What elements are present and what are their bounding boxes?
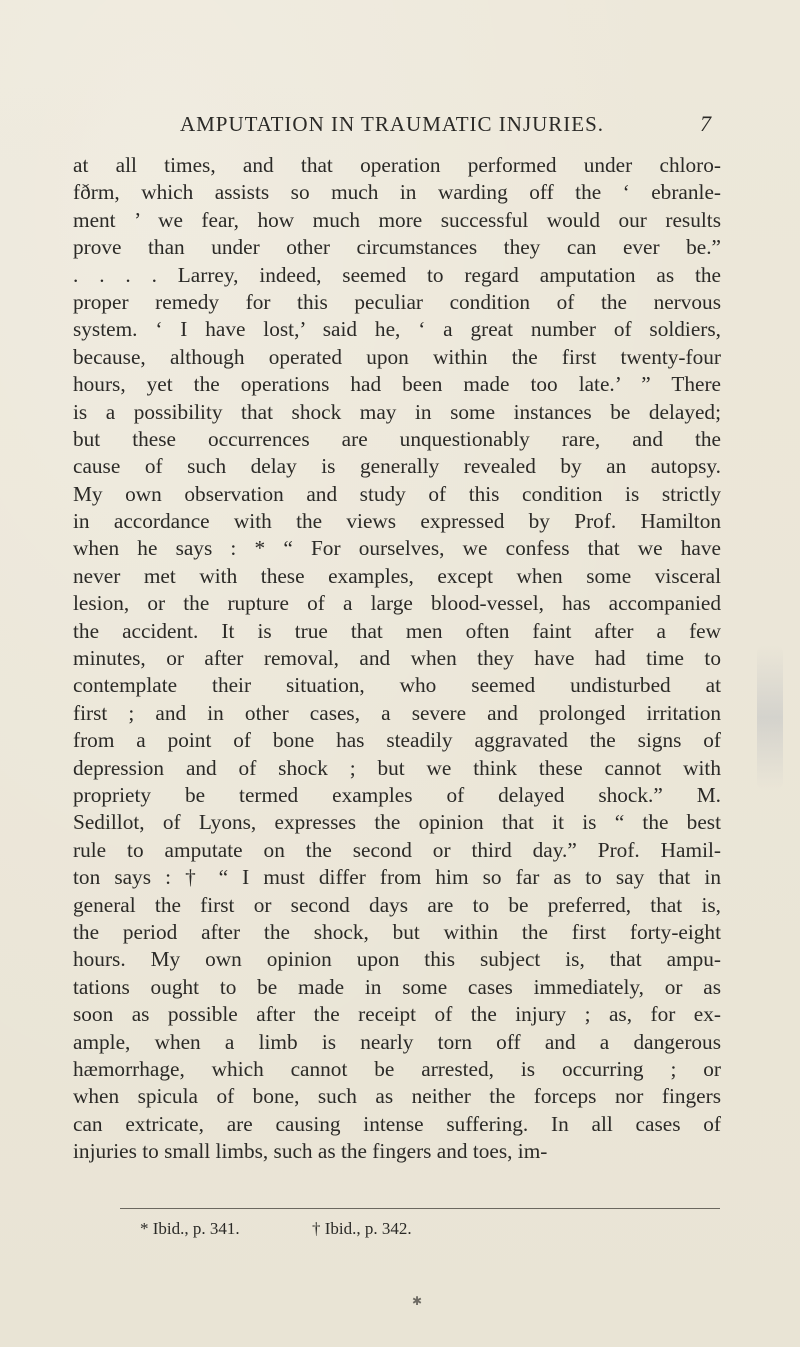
text-line: ton says : † “ I must differ from him so far as to say that in <box>73 865 721 890</box>
running-head <box>0 112 800 142</box>
text-line: at all times, and that operation performed under chloro- <box>73 153 721 177</box>
text-line: never met with these examples, except when some visceral <box>73 563 721 588</box>
text-line: in accordance with the views expressed by Prof. Hamilton <box>73 509 721 534</box>
text-line: proper remedy for this peculiar condition of the nervous <box>73 289 721 314</box>
text-line: cause of such delay is generally revealed by an autopsy. <box>73 454 721 479</box>
text-line: tations ought to be made in some cases immediately, or as <box>73 974 721 999</box>
margin-stain <box>757 645 783 790</box>
running-title: AMPUTATION IN TRAUMATIC INJURIES. <box>179 112 605 136</box>
text-line: hours, yet the operations had been made too late.’ ” There <box>73 372 721 397</box>
text-line: Sedillot, of Lyons, expresses the opinion that it is “ the best <box>73 810 721 835</box>
text-line: from a point of bone has steadily aggravated the signs of <box>73 728 721 753</box>
text-line: the accident. It is true that men often faint after a few <box>73 618 721 643</box>
text-line: hours. My own opinion upon this subject is, that ampu- <box>73 947 721 972</box>
text-line: general the first or second days are to be preferred, that is, <box>73 892 721 917</box>
text-line: rule to amputate on the second or third day.” Prof. Hamil- <box>73 837 721 862</box>
text-line: fðrm, which assists so much in warding off the ‘ ebranle- <box>73 180 721 205</box>
text-line: My own observation and study of this condition is strictly <box>73 481 721 506</box>
text-line: depression and of shock ; but we think these cannot with <box>73 755 721 780</box>
text-line: ment ’ we fear, how much more successful would our results <box>73 207 721 232</box>
text-line: hæmorrhage, which cannot be arrested, is occurring ; or <box>73 1056 721 1081</box>
text-line: propriety be termed examples of delayed shock.” M. <box>73 782 721 807</box>
footnotes <box>0 1219 800 1245</box>
text-line: first ; and in other cases, a severe and prolonged irritation <box>73 700 721 725</box>
text-line: but these occurrences are unquestionably rare, and the <box>73 426 721 451</box>
text-line: . . . . Larrey, indeed, seemed to regard amputation as the <box>73 262 721 287</box>
text-line: soon as possible after the receipt of the injury ; as, for ex- <box>73 1002 721 1027</box>
page-number: 7 <box>700 111 711 136</box>
stray-mark-icon: ✱ <box>412 1294 423 1308</box>
footnote-second: † Ibid., p. 342. <box>312 1219 412 1238</box>
text-line: minutes, or after removal, and when they have had time to <box>73 646 721 671</box>
text-line: prove than under other circumstances they can ever be.” <box>73 235 721 260</box>
text-line: when he says : * “ For ourselves, we confess that we have <box>73 536 721 561</box>
text-line: because, although operated upon within the first twenty-four <box>73 344 721 369</box>
text-line: system. ‘ I have lost,’ said he, ‘ a great number of soldiers, <box>73 317 721 342</box>
text-line: is a possibility that shock may in some instances be delayed; <box>73 399 721 424</box>
text-line: lesion, or the rupture of a large blood-vessel, has accompanied <box>73 591 721 616</box>
text-line: injuries to small limbs, such as the fingers and toes, im- <box>73 1139 548 1164</box>
text-line: can extricate, are causing intense suffering. In all cases of <box>73 1111 721 1136</box>
text-line: ample, when a limb is nearly torn off and a dangerous <box>73 1029 721 1054</box>
body-text <box>73 152 721 1165</box>
text-line: when spicula of bone, such as neither the forceps nor fingers <box>73 1084 721 1109</box>
footnote-rule <box>120 1208 720 1209</box>
text-line: the period after the shock, but within the first forty-eight <box>73 919 721 944</box>
footnote-first: * Ibid., p. 341. <box>140 1219 240 1238</box>
text-line: contemplate their situation, who seemed undisturbed at <box>73 673 721 698</box>
